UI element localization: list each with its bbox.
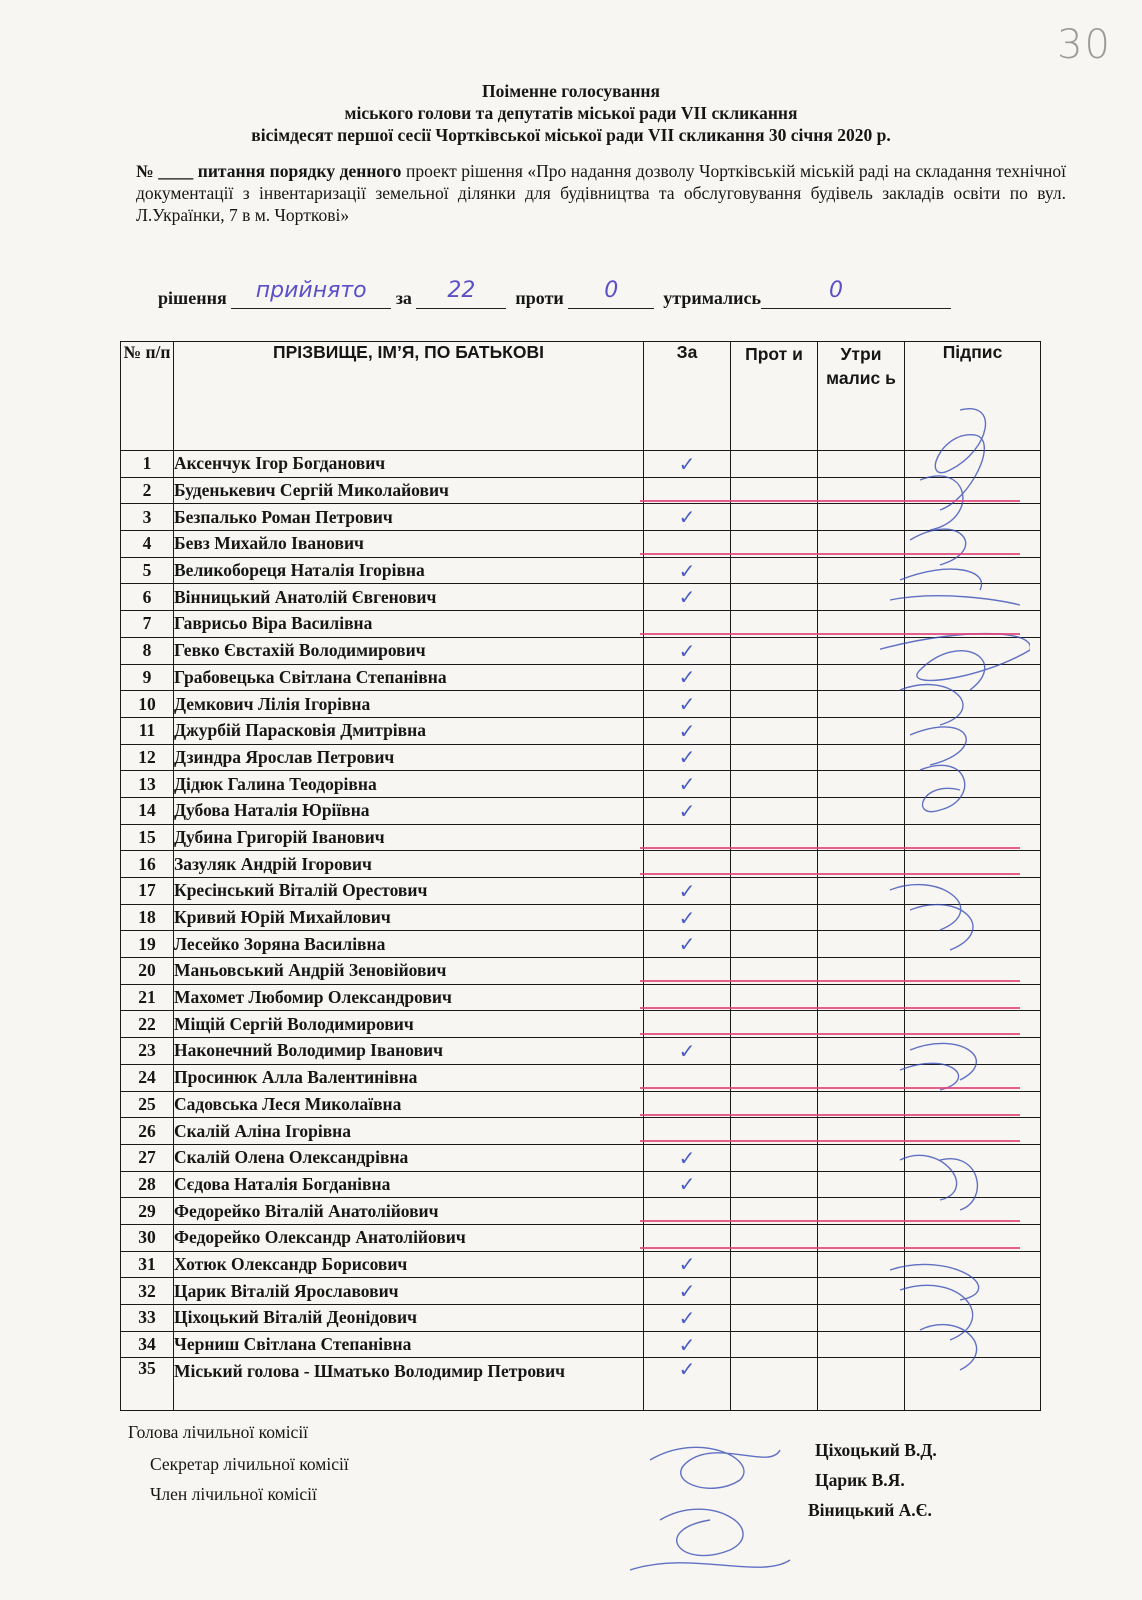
document-header xyxy=(0,80,1142,146)
decision-value: прийнято xyxy=(255,278,367,303)
absent-strike-line xyxy=(640,1007,1020,1009)
check-mark-icon: ✓ xyxy=(678,1279,696,1304)
check-mark-icon: ✓ xyxy=(678,1172,696,1197)
row-name: Федорейко Олександр Анатолійович xyxy=(174,1224,644,1251)
row-number: 19 xyxy=(121,931,174,958)
row-number: 14 xyxy=(121,797,174,824)
check-mark-icon: ✓ xyxy=(678,505,696,530)
question-number: № ____ питання порядку денного xyxy=(136,161,402,181)
row-name: Садовська Леся Миколаївна xyxy=(174,1091,644,1118)
row-name: Бевз Михайло Іванович xyxy=(174,531,644,558)
row-number: 25 xyxy=(121,1091,174,1118)
row-name: Кресінський Віталій Орестович xyxy=(174,878,644,905)
row-name: Гевко Євстахій Володимирович xyxy=(174,637,644,664)
commission-signatures xyxy=(620,1400,820,1600)
row-number: 18 xyxy=(121,904,174,931)
row-name: Кривий Юрій Михайлович xyxy=(174,904,644,931)
row-number: 34 xyxy=(121,1331,174,1358)
row-number: 6 xyxy=(121,584,174,611)
check-mark-icon: ✓ xyxy=(678,772,696,797)
row-for xyxy=(644,637,731,664)
row-against xyxy=(731,1251,818,1278)
row-name: Сєдова Наталія Богданівна xyxy=(174,1171,644,1198)
absent-strike-line xyxy=(640,1140,1020,1142)
vote-result xyxy=(158,278,951,309)
check-mark-icon: ✓ xyxy=(678,451,696,476)
commission-member-label: Член лічильної комісії xyxy=(150,1484,317,1504)
row-for xyxy=(644,878,731,905)
row-for xyxy=(644,1038,731,1065)
row-number: 13 xyxy=(121,771,174,798)
absent-strike-line xyxy=(640,1114,1020,1116)
row-against xyxy=(731,504,818,531)
abstained-value: 0 xyxy=(829,278,843,303)
row-against xyxy=(731,744,818,771)
row-for xyxy=(644,1144,731,1171)
row-against xyxy=(731,771,818,798)
row-against xyxy=(731,1331,818,1358)
row-number: 24 xyxy=(121,1064,174,1091)
check-mark-icon: ✓ xyxy=(678,638,696,663)
row-number: 22 xyxy=(121,1011,174,1038)
row-name: Гаврисьо Віра Василівна xyxy=(174,611,644,638)
check-mark-icon: ✓ xyxy=(678,1332,696,1357)
row-against xyxy=(731,557,818,584)
row-name: Аксенчук Ігор Богданович xyxy=(174,451,644,478)
row-number: 31 xyxy=(121,1251,174,1278)
question-text: проект рішення «Про надання дозволу Чортківській міській раді на складання технічної документації з інвентаризації земельної ділянки для будівництва та обслуговування будівель закладів освіти по вул. Л.Українки, 7 в м. Чорткові» xyxy=(136,161,1067,225)
row-number: 9 xyxy=(121,664,174,691)
check-mark-icon: ✓ xyxy=(678,1038,696,1063)
check-mark-icon: ✓ xyxy=(678,718,696,743)
row-name: Скалій Аліна Ігорівна xyxy=(174,1118,644,1145)
row-number: 11 xyxy=(121,717,174,744)
row-for xyxy=(644,691,731,718)
row-against xyxy=(731,664,818,691)
header-against: Прот и xyxy=(731,342,818,451)
row-number: 23 xyxy=(121,1038,174,1065)
row-for xyxy=(644,797,731,824)
row-number: 33 xyxy=(121,1305,174,1332)
header-name: ПРІЗВИЩЕ, ІМ’Я, ПО БАТЬКОВІ xyxy=(174,342,644,451)
check-mark-icon: ✓ xyxy=(678,585,696,610)
row-name: Вінницький Анатолій Євгенович xyxy=(174,584,644,611)
absent-strike-line xyxy=(640,633,1020,635)
row-number: 20 xyxy=(121,958,174,985)
row-for xyxy=(644,584,731,611)
row-against xyxy=(731,1278,818,1305)
absent-strike-line xyxy=(640,980,1020,982)
row-for xyxy=(644,557,731,584)
row-name: Джурбій Парасковія Дмитрівна xyxy=(174,717,644,744)
header-signature: Підпис xyxy=(905,342,1041,451)
row-name: Міщій Сергій Володимирович xyxy=(174,1011,644,1038)
row-for xyxy=(644,717,731,744)
row-name: Дідюк Галина Теодорівна xyxy=(174,771,644,798)
check-mark-icon: ✓ xyxy=(678,558,696,583)
absent-strike-line xyxy=(640,1087,1020,1089)
check-mark-icon: ✓ xyxy=(678,1357,696,1382)
row-against xyxy=(731,878,818,905)
document-subtitle: міського голови та депутатів міської ради VІІ скликання xyxy=(344,103,798,123)
page-number: 30 xyxy=(1057,22,1112,68)
row-name: Царик Віталій Ярославович xyxy=(174,1278,644,1305)
row-name: Грабовецька Світлана Степанівна xyxy=(174,664,644,691)
row-for xyxy=(644,664,731,691)
header-for: За xyxy=(644,342,731,451)
row-number: 10 xyxy=(121,691,174,718)
row-for xyxy=(644,1171,731,1198)
session-line: вісімдесят першої сесії Чортківської міської ради VІІ скликання 30 січня 2020 р. xyxy=(251,125,891,145)
row-name: Хотюк Олександр Борисович xyxy=(174,1251,644,1278)
check-mark-icon: ✓ xyxy=(678,1252,696,1277)
signature-scribbles xyxy=(880,390,1030,1390)
row-name: Маньовський Андрій Зеновійович xyxy=(174,958,644,985)
row-name: Махомет Любомир Олександрович xyxy=(174,984,644,1011)
row-number: 5 xyxy=(121,557,174,584)
row-against xyxy=(731,1038,818,1065)
row-for xyxy=(644,1278,731,1305)
absent-strike-line xyxy=(640,553,1020,555)
absent-strike-line xyxy=(640,847,1020,849)
header-abstained: Утри малис ь xyxy=(818,342,905,451)
row-number: 2 xyxy=(121,477,174,504)
row-for xyxy=(644,931,731,958)
row-for xyxy=(644,451,731,478)
agenda-question xyxy=(136,160,1066,226)
row-name: Наконечний Володимир Іванович xyxy=(174,1038,644,1065)
row-number: 16 xyxy=(121,851,174,878)
row-number: 17 xyxy=(121,878,174,905)
row-name: Зазуляк Андрій Ігорович xyxy=(174,851,644,878)
check-mark-icon: ✓ xyxy=(678,1145,696,1170)
for-label: за xyxy=(395,288,412,308)
row-number: 28 xyxy=(121,1171,174,1198)
row-number: 15 xyxy=(121,824,174,851)
row-for xyxy=(644,771,731,798)
row-name: Безпалько Роман Петрович xyxy=(174,504,644,531)
row-for xyxy=(644,504,731,531)
row-against xyxy=(731,1144,818,1171)
row-name: Федорейко Віталій Анатолійович xyxy=(174,1198,644,1225)
row-number: 26 xyxy=(121,1118,174,1145)
check-mark-icon: ✓ xyxy=(678,798,696,823)
row-for xyxy=(644,1331,731,1358)
commission-member-name: Віницький А.Є. xyxy=(808,1500,932,1520)
check-mark-icon: ✓ xyxy=(678,878,696,903)
absent-strike-line xyxy=(640,1220,1020,1222)
row-name: Просинюк Алла Валентинівна xyxy=(174,1064,644,1091)
row-name: Скалій Олена Олександрівна xyxy=(174,1144,644,1171)
absent-strike-line xyxy=(640,500,1020,502)
commission-secretary-name: Царик В.Я. xyxy=(815,1470,905,1490)
row-against xyxy=(731,637,818,664)
row-name: Дубина Григорій Іванович xyxy=(174,824,644,851)
row-against xyxy=(731,717,818,744)
row-number: 3 xyxy=(121,504,174,531)
row-number: 4 xyxy=(121,531,174,558)
row-number: 1 xyxy=(121,451,174,478)
check-mark-icon: ✓ xyxy=(678,745,696,770)
against-value: 0 xyxy=(604,278,619,303)
against-label: проти xyxy=(515,288,564,308)
check-mark-icon: ✓ xyxy=(678,1305,696,1330)
row-number: 12 xyxy=(121,744,174,771)
row-name: Дубова Наталія Юріївна xyxy=(174,797,644,824)
for-value: 22 xyxy=(447,278,476,303)
row-for xyxy=(644,1251,731,1278)
commission-secretary-label: Секретар лічильної комісії xyxy=(150,1454,349,1474)
row-against xyxy=(731,797,818,824)
absent-strike-line xyxy=(640,1247,1020,1249)
row-against xyxy=(731,451,818,478)
row-name: Ціхоцький Віталій Деонідович xyxy=(174,1305,644,1332)
header-num: № п/п xyxy=(121,342,174,451)
row-number: 35 xyxy=(121,1358,174,1411)
commission-chair-label: Голова лічильної комісії xyxy=(128,1422,309,1442)
row-against xyxy=(731,584,818,611)
row-against xyxy=(731,691,818,718)
row-against xyxy=(731,904,818,931)
row-name: Буденькевич Сергій Миколайович xyxy=(174,477,644,504)
row-number: 8 xyxy=(121,637,174,664)
absent-strike-line xyxy=(640,873,1020,875)
row-against xyxy=(731,931,818,958)
row-name: Великобореця Наталія Ігорівна xyxy=(174,557,644,584)
check-mark-icon: ✓ xyxy=(678,692,696,717)
commission-chair-name: Ціхоцький В.Д. xyxy=(815,1440,937,1460)
row-name: Лесейко Зоряна Василівна xyxy=(174,931,644,958)
row-for xyxy=(644,744,731,771)
row-against xyxy=(731,1171,818,1198)
row-number: 32 xyxy=(121,1278,174,1305)
row-name: Дзиндра Ярослав Петрович xyxy=(174,744,644,771)
check-mark-icon: ✓ xyxy=(678,932,696,957)
abstained-label: утримались xyxy=(663,288,761,308)
row-against xyxy=(731,1305,818,1332)
row-for xyxy=(644,904,731,931)
row-number: 7 xyxy=(121,611,174,638)
row-number: 30 xyxy=(121,1224,174,1251)
row-number: 21 xyxy=(121,984,174,1011)
row-number: 29 xyxy=(121,1198,174,1225)
row-name: Демкович Лілія Ігорівна xyxy=(174,691,644,718)
absent-strike-line xyxy=(640,1033,1020,1035)
decision-label: рішення xyxy=(158,288,227,308)
row-name: Черниш Світлана Степанівна xyxy=(174,1331,644,1358)
document-title: Поіменне голосування xyxy=(482,81,660,101)
row-name: Міський голова - Шматько Володимир Петрович xyxy=(174,1358,644,1411)
check-mark-icon: ✓ xyxy=(678,665,696,690)
check-mark-icon: ✓ xyxy=(678,905,696,930)
row-for xyxy=(644,1305,731,1332)
row-number: 27 xyxy=(121,1144,174,1171)
